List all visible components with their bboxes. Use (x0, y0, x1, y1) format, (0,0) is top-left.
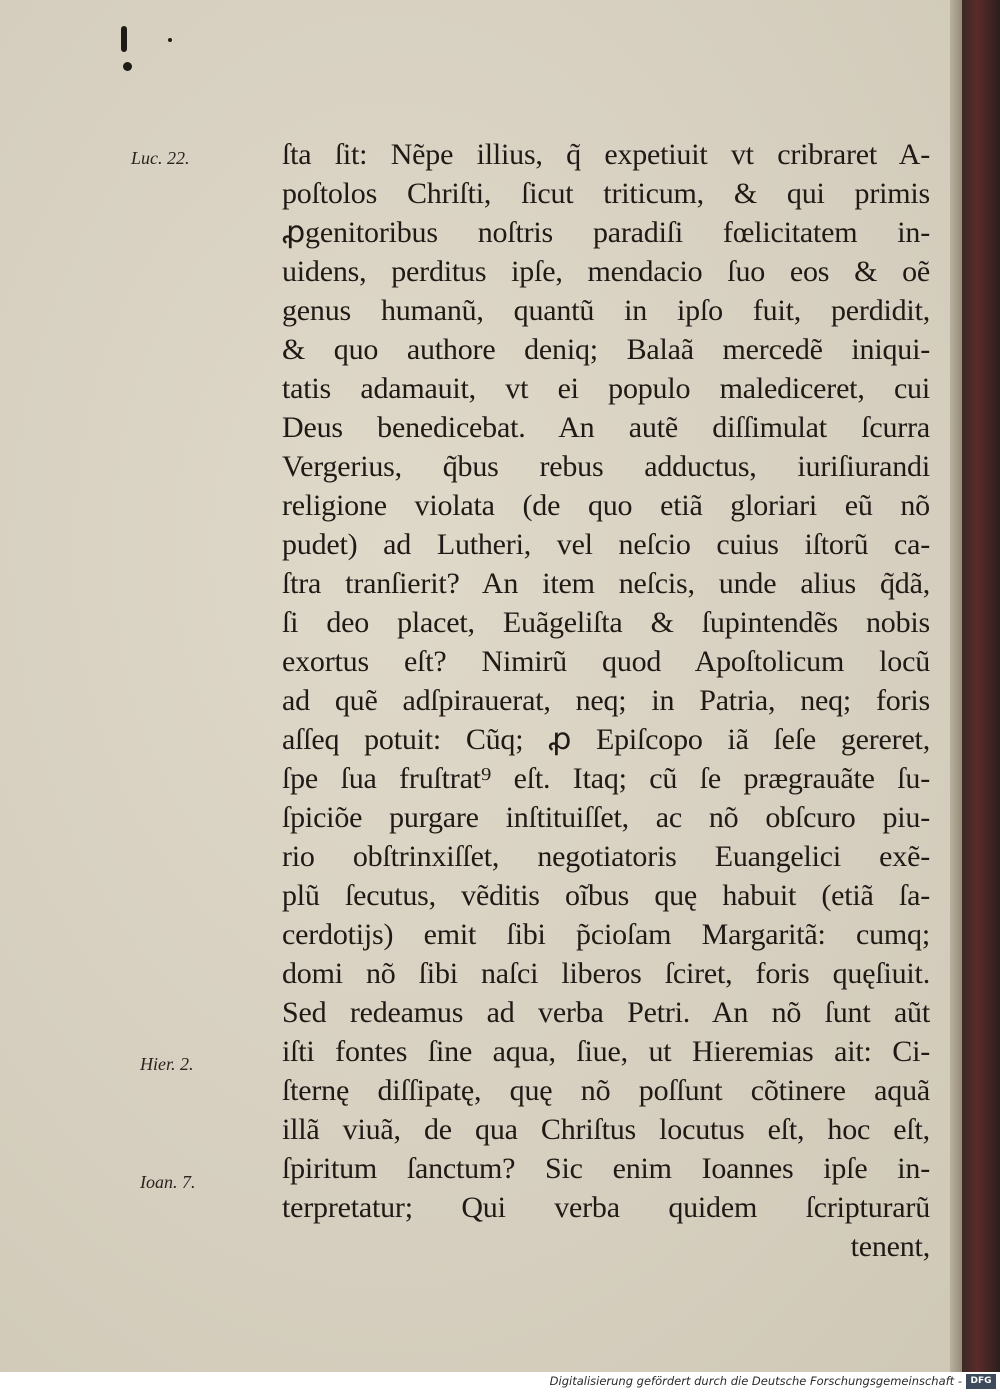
margin-note-luke: Luc. 22. (131, 148, 190, 168)
text-line: aſſeq potuit: Cũq; ꝓ Epiſcopo iã ſeſe gereret, (282, 723, 930, 756)
text-line: rio obſtrinxiſſet, negotiatoris Euangelici exẽ- (282, 840, 930, 873)
text-line: poſtolos Chriſti, ſicut triticum, & qui primis (282, 177, 930, 210)
text-line: religione violata (de quo etiã gloriari eũ nõ (282, 489, 930, 522)
text-line: ſta ſit: Nẽpe illius, q̃ expetiuit vt cribraret A- (282, 138, 930, 171)
text-line: tatis adamauit, vt ei populo malediceret, cui (282, 372, 930, 405)
funding-notice: Digitalisierung gefördert durch die Deutsche Forschungsgemeinschaft - (549, 1374, 962, 1388)
footer-bar (0, 1372, 1000, 1392)
text-line: Sed redeamus ad verba Petri. An nõ ſunt aũt (282, 996, 930, 1029)
text-line: ſtra tranſierit? An item neſcis, unde alius q̃dã, (282, 567, 930, 600)
text-line: pudet) ad Lutheri, vel neſcio cuius iſtorũ ca- (282, 528, 930, 561)
ink-mark-small-dot (168, 38, 172, 42)
text-line: ſternę diſſipatę, quę nõ poſſunt cõtinere aquã (282, 1074, 930, 1107)
text-line: Vergerius, q̃bus rebus adductus, iuriſiurandi (282, 450, 930, 483)
text-line: ſi deo placet, Euãgeliſta & ſupintendẽs nobis (282, 606, 930, 639)
text-line: Deus benedicebat. An autẽ diſſimulat ſcurra (282, 411, 930, 444)
text-line: uidens, perditus ipſe, mendacio ſuo eos & oẽ (282, 255, 930, 288)
text-line: ſpiritum ſanctum? Sic enim Ioannes ipſe in- (282, 1152, 930, 1185)
text-line: domi nõ ſibi naſci liberos ſciret, foris quęſiuit. (282, 957, 930, 990)
dfg-logo: DFG (966, 1374, 996, 1389)
catchword: tenent, (850, 1230, 930, 1263)
text-line: exortus eſt? Nimirũ quod Apoſtolicum locũ (282, 645, 930, 678)
text-line: cerdotijs) emit ſibi p̃cioſam Margaritã: cumq; (282, 918, 930, 951)
margin-note-john: Ioan. 7. (140, 1172, 196, 1192)
margin-note-jeremiah: Hier. 2. (140, 1054, 194, 1074)
text-line: plũ ſecutus, vẽditis oĩbus quę habuit (etiã ſa- (282, 879, 930, 912)
text-line: illã viuã, de qua Chriſtus locutus eſt, hoc eſt, (282, 1113, 930, 1146)
text-line: iſti fontes ſine aqua, ſiue, ut Hieremias ait: Ci- (282, 1035, 930, 1068)
text-line: ad quẽ adſpirauerat, neq; in Patria, neq; foris (282, 684, 930, 717)
text-line: ſpiciõe purgare inſtituiſſet, ac nõ obſcuro piu- (282, 801, 930, 834)
text-line: ꝓgenitoribus noſtris paradiſi fœlicitatem in- (282, 216, 930, 249)
ink-mark-upper (121, 26, 127, 52)
text-line: terpretatur; Qui verba quidem ſcripturarũ (282, 1191, 930, 1224)
text-line: & quo authore deniq; Balaã mercedẽ iniqui- (282, 333, 930, 366)
text-line: ſpe ſua fruſtrat⁹ eſt. Itaq; cũ ſe prægrauãte ſu- (282, 762, 930, 795)
text-line: genus humanũ, quantũ in ipſo fuit, perdidit, (282, 294, 930, 327)
ink-mark-dot (123, 62, 132, 71)
book-spine (962, 0, 1000, 1372)
